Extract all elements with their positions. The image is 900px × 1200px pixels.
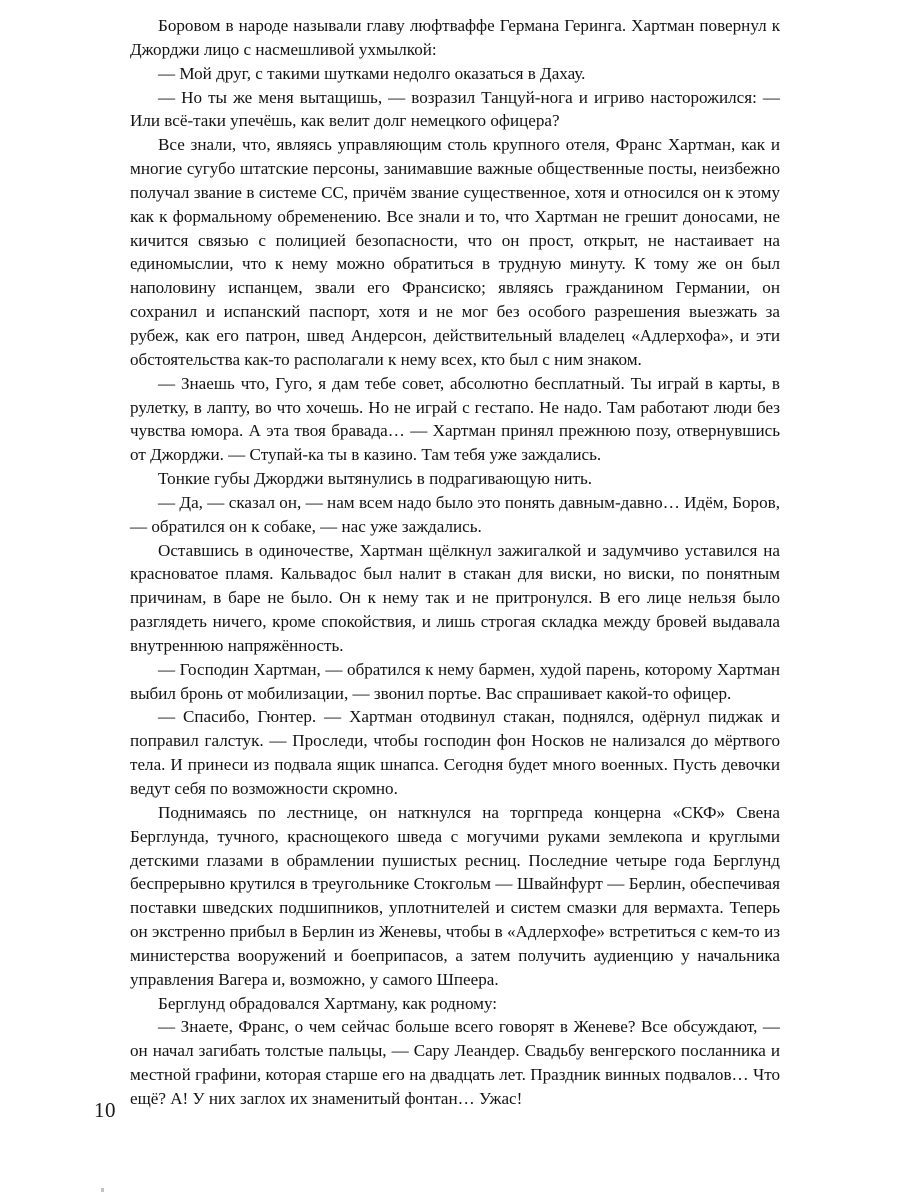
paragraph: Поднимаясь по лестнице, он наткнулся на торгпреда концерна «СКФ» Свена Берглунда, тучного, краснощекого шведа с могучими руками землекопа и круглыми детскими глазами в обрамлении пушистых ресниц. Последние четыре года Берглунд беспрерывно крутился в треугольнике Стокгольм — Швайнфурт — Берлин, обеспечивая поставки шведских подшипников, уплотнителей и систем смазки для вермахта. Теперь он экстренно прибыл в Берлин из Женевы, чтобы в «Адлерхофе» встретиться с кем-то из министерства вооружений и боеприпасов, а затем получить аудиенцию у начальника управления Вагера и, возможно, у самого Шпеера.: [130, 802, 780, 989]
paragraph: Все знали, что, являясь управляющим столь крупного отеля, Франс Хартман, как и многие сугубо штатские персоны, занимавшие важные общественные посты, неизбежно получал звание в системе СС, причём звание существенное, хотя и относился он к этому как к формальному обременению. Все знали и то, что Хартман не грешит доносами, не кичится связью с полицией безопасности, что он прост, открыт, не настаивает на единомыслии, что к нему можно обратиться в трудную минуту. К тому же он был наполовину испанцем, звали его Франсиско; являясь гражданином Германии, он сохранил и испанский паспорт, хотя и не мог без особого разрешения выезжать за рубеж, как его патрон, швед Андерсон, действительный владелец «Адлерхофа», и эти обстоятельства как-то располагали к нему всех, кто был с ним знаком.: [130, 135, 780, 369]
paragraph: — Но ты же меня вытащишь, — возразил Танцуй-нога и игриво насторожился: — Или всё-таки упечёшь, как велит долг немецкого офицера?: [130, 87, 780, 131]
paragraph: Боровом в народе называли главу люфтваффе Германа Геринга. Хартман повернул к Джорджи лицо с насмешливой ухмылкой:: [130, 16, 780, 59]
paragraph: Оставшись в одиночестве, Хартман щёлкнул зажигалкой и задумчиво уставился на красноватое пламя. Кальвадос был налит в стакан для виски, но виски, по понятным причинам, в баре не было. Он к нему так и не притронулся. В его лице нельзя было разглядеть ничего, кроме спокойствия, и лишь строгая складка между бровей выдавала внутреннюю напряжённость.: [130, 540, 780, 655]
paragraph: — Знаешь что, Гуго, я дам тебе совет, абсолютно бесплатный. Ты играй в карты, в рулетку, в лапту, во что хочешь. Но не играй с гестапо. Не надо. Там работают люди без чувства юмора. А эта твоя бравада… — Хартман принял прежнюю позу, отвернувшись от Джорджи. — Ступай-ка ты в казино. Там тебя уже заждались.: [130, 373, 780, 465]
paragraph: Берглунд обрадовался Хартману, как родному:: [158, 993, 498, 1013]
paragraph: — Знаете, Франс, о чем сейчас больше всего говорят в Женеве? Все обсуждают, — он начал загибать толстые пальцы, — Сару Леандер. Свадьбу венгерского посланника и местной графини, которая старше его на двадцать лет. Праздник винных подвалов… Что ещё? А! У них заглох их знаменитый фонтан… Ужас!: [130, 1017, 780, 1108]
paragraph: — Да, — сказал он, — нам всем надо было это понять давным-давно… Идём, Боров, — обратился он к собаке, — нас уже заждались.: [130, 492, 780, 536]
paragraph: — Господин Хартман, — обратился к нему бармен, худой парень, которому Хартман выбил бронь от мобилизации, — звонил портье. Вас спрашивает какой-то офицер.: [130, 659, 780, 703]
page-text-block: [130, 14, 780, 1111]
page-number: 10: [94, 1098, 116, 1122]
scan-artifact-speck: [101, 1188, 104, 1192]
paragraph: — Мой друг, с такими шутками недолго оказаться в Дахау.: [158, 63, 586, 83]
paragraph: Тонкие губы Джорджи вытянулись в подрагивающую нить.: [158, 469, 593, 489]
paragraph: — Спасибо, Гюнтер. — Хартман отодвинул стакан, поднялся, одёрнул пиджак и поправил галстук. — Проследи, чтобы господин фон Носков не нализался до мёртвого тела. И принеси из подвала ящик шнапса. Сегодня будет много военных. Пусть девочки ведут себя по возможности скромно.: [130, 707, 780, 798]
